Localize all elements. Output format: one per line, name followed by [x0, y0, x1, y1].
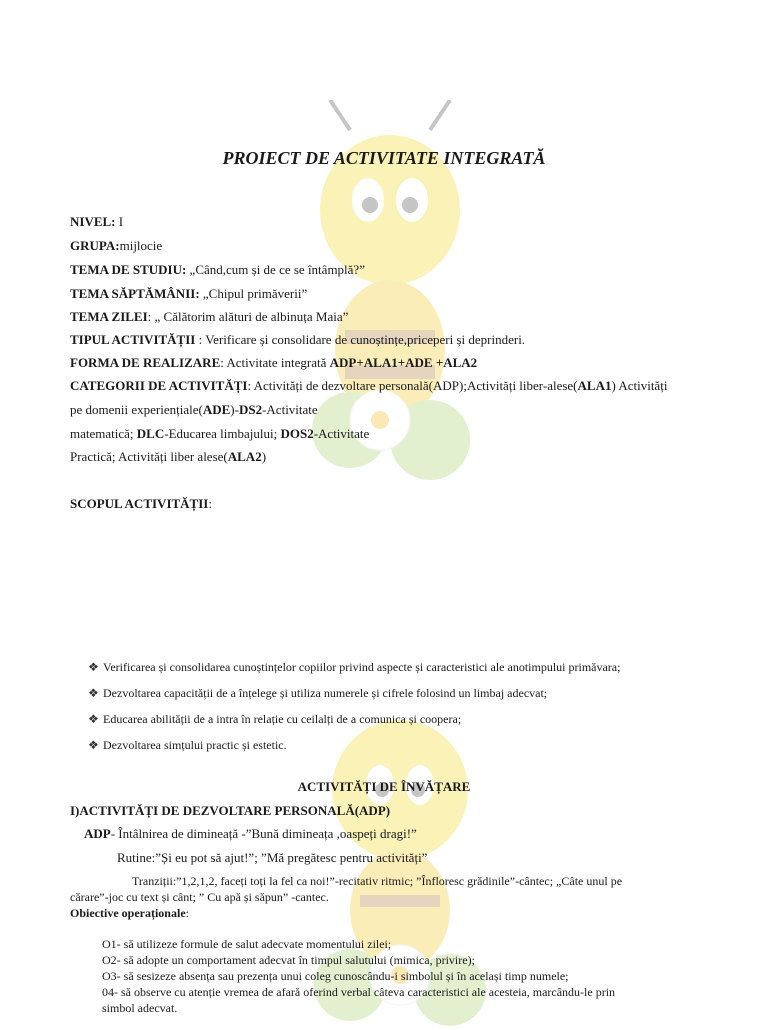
diamond-bullet-icon: ❖	[88, 738, 99, 752]
categorii-text-1b: ALA1	[577, 378, 612, 393]
tema-saptamanii-value: „Chipul primăverii”	[199, 286, 308, 301]
tema-zilei-label: TEMA ZILEI	[70, 309, 148, 324]
tranzitii-line-1: Tranziții:”1,2,1,2, faceți toți la fel ca noi!”-recitativ ritmic; ”Înfloresc grădinile”-cântec; „Câte unul pe	[132, 874, 623, 888]
categorii-text-2c: )-	[230, 402, 239, 417]
categorii-text-2d: DS2	[238, 402, 263, 417]
categorii-text-4a: Practică; Activități liber alese(	[70, 449, 228, 464]
categorii-text-3d: DOS2	[280, 426, 314, 441]
objective-o1: O1- să utilizeze formule de salut adecvate momentului zilei;	[102, 937, 392, 951]
categorii-text-2a: pe domenii experiențiale(	[70, 402, 203, 417]
obiective-line	[70, 906, 189, 921]
tipul-line	[70, 332, 525, 348]
categorii-line-2	[70, 402, 318, 418]
forma-label: FORMA DE REALIZARE	[70, 355, 221, 370]
categorii-text-4c: )	[261, 449, 267, 464]
forma-line	[70, 355, 477, 371]
objective-text: Dezvoltarea capacității de a înțelege și utiliza numerele și cifrele folosind un limbaj adecvat;	[103, 686, 548, 700]
forma-value: : Activitate integrată	[220, 355, 330, 370]
obiective-colon: :	[185, 906, 189, 920]
categorii-line-1	[70, 378, 667, 394]
grupa-value: mijlocie	[119, 238, 163, 253]
nivel-label: NIVEL:	[70, 214, 116, 229]
tranzitii-line-2: cărare”-joc cu text și cânt; ” Cu apă și săpun” -cantec.	[70, 890, 329, 904]
diamond-bullet-icon: ❖	[88, 712, 99, 726]
adp-text: - Întâlnirea de dimineață -”Bună dimineața ,oaspeți dragi!”	[110, 826, 417, 841]
tema-studiu-label: TEMA DE STUDIU:	[70, 262, 187, 277]
tema-studiu-value: „Când,cum și de ce se întâmplă?”	[186, 262, 365, 277]
categorii-line-3	[70, 426, 369, 442]
scopul-value: :	[208, 496, 212, 511]
list-item	[88, 660, 620, 686]
categorii-text-2e: -Activitate	[262, 402, 318, 417]
list-item	[88, 686, 620, 712]
scopul-label: SCOPUL ACTIVITĂȚII	[70, 496, 209, 511]
tipul-value: : Verificare și consolidare de cunoștințe,priceperi și deprinderi.	[195, 332, 526, 347]
categorii-text-1c: ) Activități	[611, 378, 668, 393]
categorii-text-1a: : Activități de dezvoltare personală(ADP);Activități liber-alese(	[247, 378, 578, 393]
categorii-text-3c: -Educarea limbajului;	[164, 426, 281, 441]
list-item	[88, 738, 620, 764]
nivel-value: I	[115, 214, 124, 229]
categorii-text-4b: ALA2	[227, 449, 262, 464]
objective-o2: O2- să adopte un comportament adecvat în timpul salutului (mimica, privire);	[102, 953, 475, 967]
categorii-label: CATEGORII DE ACTIVITĂȚI	[70, 378, 248, 393]
obiective-label: Obiective operaționale	[70, 906, 186, 920]
grupa-label: GRUPA:	[70, 238, 120, 253]
tema-saptamanii-label: TEMA SĂPTĂMÂNII:	[70, 286, 200, 301]
adp-line	[84, 826, 417, 842]
tema-zilei-line	[70, 309, 348, 325]
list-item	[88, 712, 620, 738]
forma-strong: ADP+ALA1+ADE +ALA2	[329, 355, 478, 370]
tema-saptamanii-line	[70, 286, 307, 302]
objective-o4: 04- să observe cu atenție vremea de afară oferind verbal câteva caracteristici ale acesteia, marcându-le prin	[102, 985, 616, 999]
document-title: PROIECT DE ACTIVITATE INTEGRATĂ	[222, 148, 546, 168]
tipul-label: TIPUL ACTIVITĂȚII	[70, 332, 196, 347]
tema-studiu-line	[70, 262, 365, 278]
objective-o3: O3- să sesizeze absența sau prezența unui coleg cunoscându-i simbolul și în același timp numele;	[102, 969, 569, 983]
categorii-text-2b: ADE	[202, 402, 231, 417]
categorii-text-3b: DLC	[136, 426, 165, 441]
objective-text: Verificarea și consolidarea cunoștințelor copiilor privind aspecte și caracteristici ale anotimpului primăvara;	[103, 660, 621, 674]
diamond-bullet-icon: ❖	[88, 660, 99, 674]
scopul-line	[70, 496, 212, 512]
nivel-line	[70, 214, 123, 230]
categorii-text-3e: -Activitate	[313, 426, 370, 441]
adp-label: ADP	[84, 826, 111, 841]
tema-zilei-value: : „ Călătorim alături de albinuța Maia”	[147, 309, 349, 324]
objective-text: Dezvoltarea simțului practic și estetic.	[103, 738, 287, 752]
rutine-line: Rutine:”Și eu pot să ajut!”; ”Mă pregătesc pentru activități”	[117, 850, 428, 865]
objective-o4-cont: simbol adecvat.	[102, 1001, 178, 1015]
objectives-list	[88, 660, 620, 764]
categorii-line-4	[70, 449, 266, 465]
objective-text: Educarea abilității de a intra în relație cu ceilalți de a comunica și coopera;	[103, 712, 462, 726]
categorii-text-3a: matematică;	[70, 426, 137, 441]
diamond-bullet-icon: ❖	[88, 686, 99, 700]
learning-heading: ACTIVITĂȚI DE ÎNVĂȚARE	[297, 779, 471, 794]
section-adp-heading: I)ACTIVITĂȚI DE DEZVOLTARE PERSONALĂ(ADP)	[70, 803, 391, 818]
grupa-line	[70, 238, 162, 254]
